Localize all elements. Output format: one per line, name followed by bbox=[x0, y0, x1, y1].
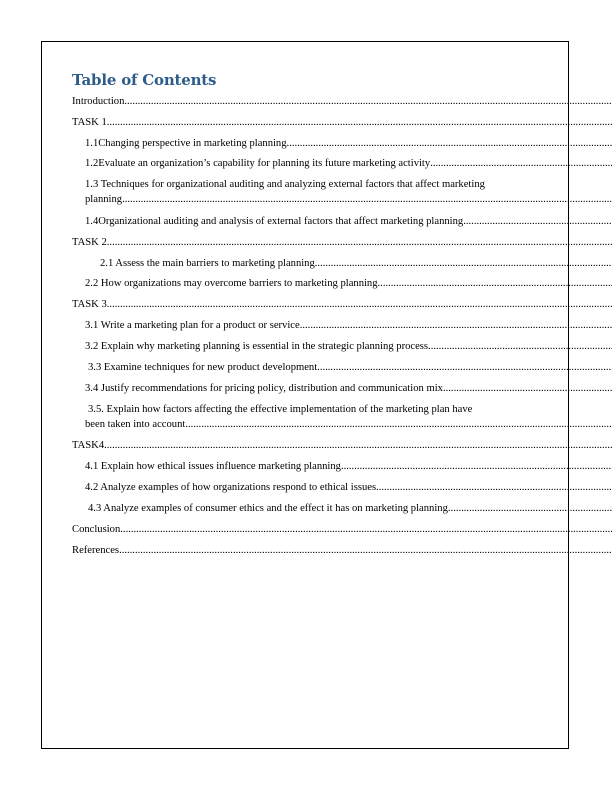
toc-entry-label: TASK 3 bbox=[72, 299, 107, 310]
toc-entry-1-3[interactable] bbox=[85, 177, 612, 207]
toc-entry-label: 4.1 Explain how ethical issues influence marketing planning bbox=[85, 461, 341, 472]
toc-entry-label: 1.3 Techniques for organizational auditing and analyzing external factors that affect marketing bbox=[85, 179, 485, 190]
toc-entry-task-1[interactable] bbox=[72, 115, 612, 130]
toc-entry-label-continued: been taken into account bbox=[85, 419, 186, 430]
toc-entry-2-2[interactable] bbox=[85, 276, 612, 291]
toc-entry-label: TASK 2 bbox=[72, 237, 107, 248]
toc-entry-label: 3.1 Write a marketing plan for a product or service bbox=[85, 320, 300, 331]
toc-entry-introduction[interactable] bbox=[72, 94, 612, 109]
toc-entry-label: 3.2 Explain why marketing planning is essential in the strategic planning process bbox=[85, 341, 429, 352]
toc-entry-label: 3.5. Explain how factors affecting the effective implementation of the marketing plan have bbox=[88, 404, 473, 415]
toc-title: Table of Contents bbox=[72, 71, 217, 89]
toc-entry-3-3[interactable] bbox=[88, 360, 612, 375]
toc-entry-3-2[interactable] bbox=[85, 339, 612, 354]
dot-leader bbox=[341, 459, 612, 474]
toc-entry-references[interactable] bbox=[72, 543, 612, 558]
toc-entry-3-1[interactable] bbox=[85, 318, 612, 333]
toc-entry-label: References bbox=[72, 545, 120, 556]
dot-leader bbox=[107, 235, 612, 250]
toc-entry-label-continued: planning bbox=[85, 194, 123, 205]
dot-leader bbox=[120, 522, 612, 537]
dot-leader bbox=[428, 339, 612, 354]
toc-entry-1-4[interactable] bbox=[85, 214, 612, 229]
toc-entry-4-3[interactable] bbox=[88, 501, 612, 516]
toc-entry-task-3[interactable] bbox=[72, 297, 612, 312]
dot-leader bbox=[300, 318, 612, 333]
dot-leader bbox=[287, 136, 612, 151]
toc-entry-label: 4.2 Analyze examples of how organizations respond to ethical issues bbox=[85, 482, 377, 493]
dot-leader bbox=[119, 543, 612, 558]
dot-leader bbox=[124, 94, 612, 109]
dot-leader bbox=[448, 501, 612, 516]
toc-entry-task-4[interactable] bbox=[72, 438, 612, 453]
toc-entry-label: TASK4 bbox=[72, 440, 105, 451]
dot-leader bbox=[443, 381, 612, 396]
dot-leader bbox=[104, 438, 612, 453]
toc-entry-label: 3.3 Examine techniques for new product development bbox=[88, 362, 318, 373]
toc-entry-2-1[interactable] bbox=[100, 256, 612, 271]
dot-leader bbox=[107, 115, 612, 130]
dot-leader bbox=[107, 297, 612, 312]
toc-entry-label: TASK 1 bbox=[72, 117, 107, 128]
toc-entry-label: 3.4 Justify recommendations for pricing policy, distribution and communication mix bbox=[85, 383, 443, 394]
dot-leader bbox=[430, 156, 612, 171]
toc-entry-4-1[interactable] bbox=[85, 459, 612, 474]
toc-entry-label: 1.1Changing perspective in marketing planning bbox=[85, 138, 287, 149]
dot-leader bbox=[463, 214, 612, 229]
toc-entry-label: Conclusion bbox=[72, 524, 121, 535]
dot-leader bbox=[185, 417, 612, 432]
toc-entry-3-5[interactable] bbox=[85, 402, 612, 432]
toc-entry-label: 2.2 How organizations may overcome barriers to marketing planning. bbox=[85, 278, 381, 289]
toc-entry-4-2[interactable] bbox=[85, 480, 612, 495]
toc-entry-label: 2.1 Assess the main barriers to marketing planning bbox=[100, 258, 315, 269]
toc-entry-3-4[interactable] bbox=[85, 381, 612, 396]
dot-leader bbox=[315, 256, 612, 271]
dot-leader bbox=[122, 192, 612, 207]
toc-entry-1-2[interactable] bbox=[85, 156, 612, 171]
dot-leader bbox=[376, 480, 612, 495]
toc-entry-label: 4.3 Analyze examples of consumer ethics and the effect it has on marketing planning bbox=[88, 503, 448, 514]
toc-entry-1-1[interactable] bbox=[85, 136, 612, 151]
dot-leader bbox=[317, 360, 612, 375]
toc-entry-label: Introduction bbox=[72, 96, 125, 107]
toc-entry-label: 1.4Organizational auditing and analysis of external factors that affect marketing planning bbox=[85, 216, 464, 227]
toc-entry-task-2[interactable] bbox=[72, 235, 612, 250]
toc-entry-label: 1.2Evaluate an organization’s capability for planning its future marketing activity bbox=[85, 158, 431, 169]
toc-entry-conclusion[interactable] bbox=[72, 522, 612, 537]
dot-leader bbox=[380, 276, 612, 291]
